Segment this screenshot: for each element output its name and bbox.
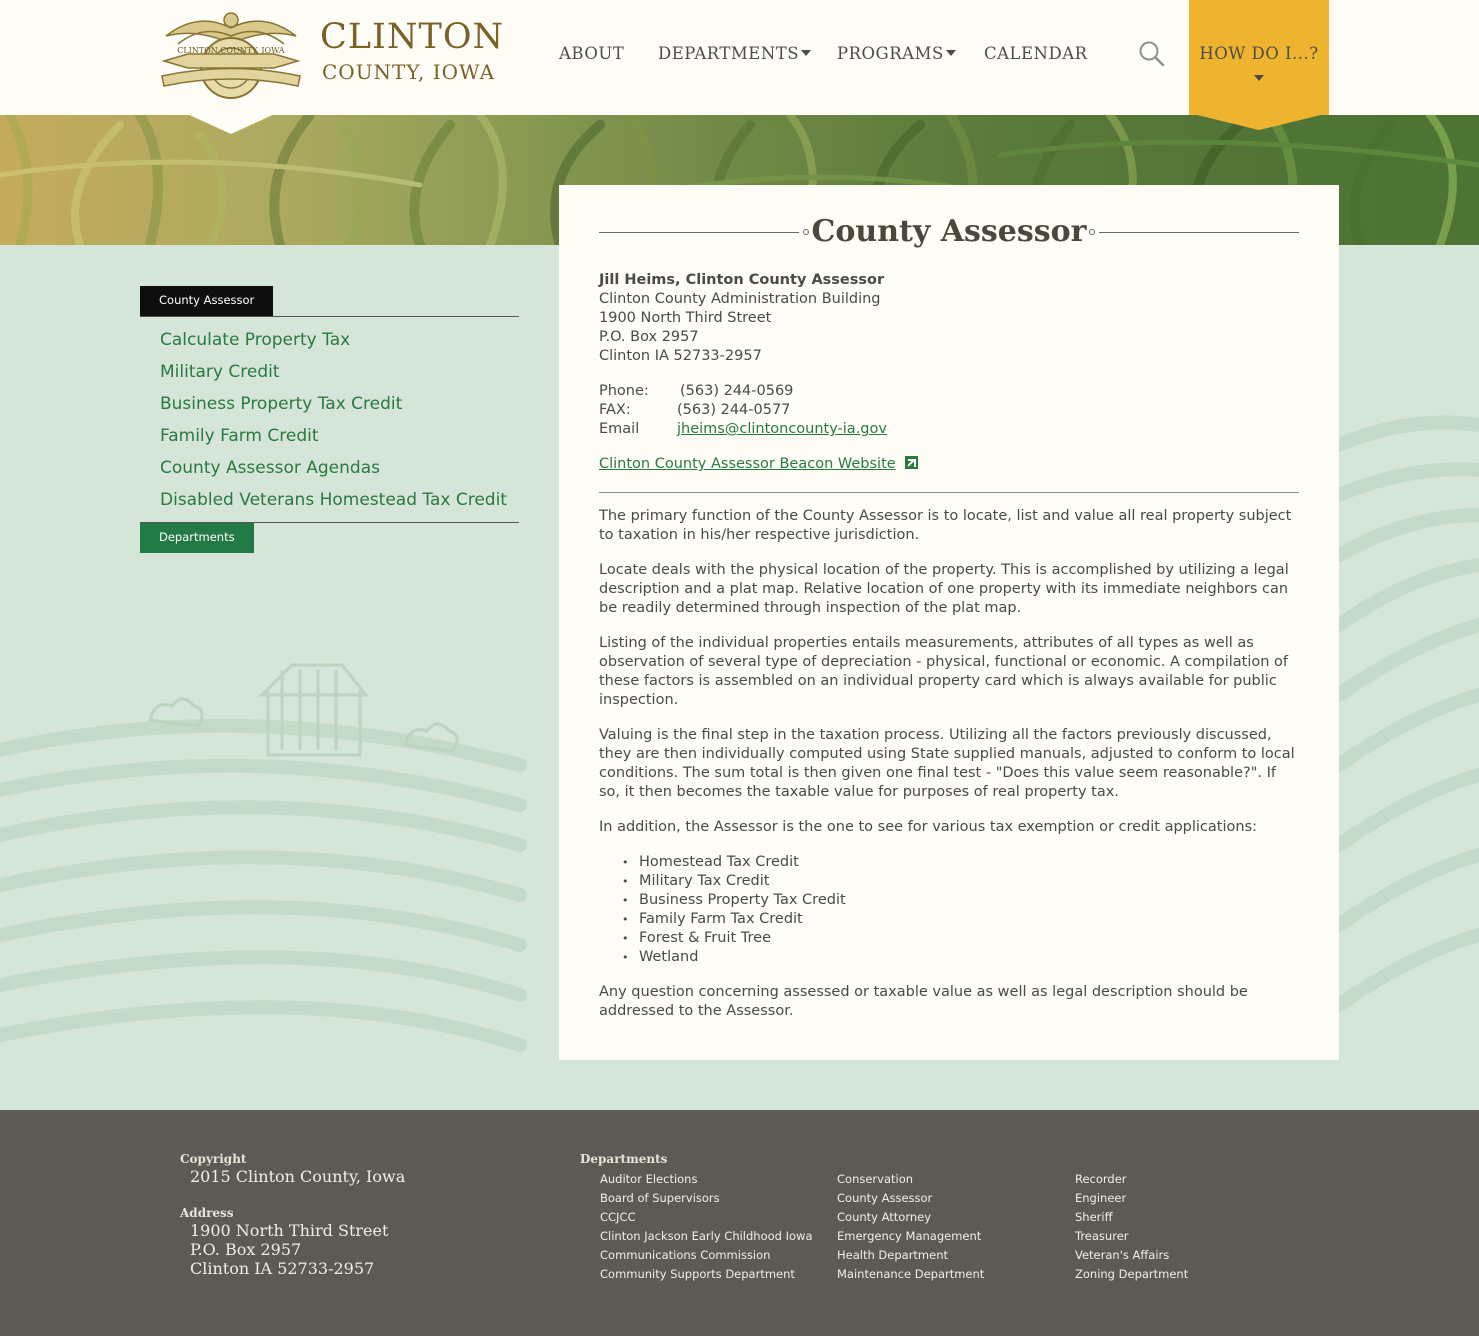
footer-dept-link[interactable]: Veteran's Affairs	[1075, 1248, 1170, 1262]
building-name: Clinton County Administration Building	[599, 291, 881, 307]
seal-text: CLINTON COUNTY, IOWA	[177, 46, 285, 55]
footer-address-line: Clinton IA 52733-2957	[190, 1259, 375, 1278]
footer-dept-column-1	[600, 1170, 813, 1284]
list-item: • Military Tax Credit	[619, 872, 1299, 891]
page-title: County Assessor	[811, 214, 1087, 249]
footer-copyright-label: Copyright	[180, 1152, 247, 1166]
nav-about-label: ABOUT	[559, 44, 625, 63]
sidebar-tab-county-assessor[interactable]: County Assessor	[140, 286, 273, 316]
sidebar-tab-departments[interactable]: Departments	[140, 523, 254, 553]
footer-departments-label: Departments	[580, 1152, 668, 1166]
list-item: • Business Property Tax Credit	[619, 891, 1299, 910]
logo-pointer	[185, 113, 277, 134]
po-box: P.O. Box 2957	[599, 329, 699, 345]
city-zip: Clinton IA 52733-2957	[599, 348, 762, 364]
beacon-link-row	[599, 455, 918, 474]
sidebar-link-county-assessor-agendas[interactable]: County Assessor Agendas	[160, 458, 380, 478]
footer-dept-column-2	[837, 1170, 984, 1284]
fax-label: FAX:	[599, 402, 631, 418]
nav-calendar-label: CALENDAR	[984, 44, 1088, 63]
caret-down-icon	[801, 50, 811, 56]
how-do-i-button[interactable]	[1189, 0, 1329, 115]
locate-term: Locate	[599, 562, 648, 578]
nav-departments-label: DEPARTMENTS	[658, 44, 800, 63]
footer-dept-link[interactable]: Engineer	[1075, 1191, 1127, 1205]
assessor-description	[599, 507, 1299, 1037]
nav-programs-label: PROGRAMS	[837, 44, 944, 63]
phone-value: (563) 244-0569	[680, 383, 794, 399]
sidebar-link-business-property-tax-credit[interactable]: Business Property Tax Credit	[160, 394, 403, 414]
fax-row	[599, 401, 918, 420]
footer-dept-link[interactable]: Zoning Department	[1075, 1267, 1189, 1281]
footer-address-line: 1900 North Third Street	[190, 1221, 389, 1240]
email-label: Email	[599, 421, 640, 437]
site-footer	[0, 1110, 1479, 1336]
title-rule-right	[1099, 232, 1299, 233]
list-item: • Family Farm Tax Credit	[619, 910, 1299, 929]
footer-dept-link[interactable]: Clinton Jackson Early Childhood Iowa	[600, 1229, 813, 1243]
seal-logo-icon[interactable]	[158, 6, 304, 106]
sidebar-link-disabled-veterans-homestead[interactable]: Disabled Veterans Homestead Tax Credit	[160, 490, 507, 510]
footer-dept-link[interactable]: Maintenance Department	[837, 1267, 985, 1281]
footer-dept-link[interactable]: Conservation	[837, 1172, 914, 1186]
content-divider	[599, 492, 1299, 493]
beacon-website-link[interactable]: Clinton County Assessor Beacon Website	[599, 456, 896, 472]
locate-paragraph	[599, 561, 1299, 618]
footer-dept-link[interactable]: Emergency Management	[837, 1229, 982, 1243]
valuing-term: Valuing	[599, 727, 653, 743]
brand-name[interactable]: CLINTON	[320, 17, 505, 57]
list-item: • Wetland	[619, 948, 1299, 967]
footer-dept-link[interactable]: Recorder	[1075, 1172, 1127, 1186]
footer-dept-column-3	[1075, 1170, 1188, 1284]
phone-label: Phone:	[599, 383, 649, 399]
footer-dept-link[interactable]: Treasurer	[1075, 1229, 1129, 1243]
footer-dept-link[interactable]: County Attorney	[837, 1210, 932, 1224]
title-row	[599, 213, 1299, 253]
title-ornament-dot	[803, 229, 809, 235]
list-item: • Homestead Tax Credit	[619, 853, 1299, 872]
fax-value: (563) 244-0577	[677, 402, 791, 418]
footer-dept-link[interactable]: Board of Supervisors	[600, 1191, 720, 1205]
how-do-i-pointer	[1189, 113, 1329, 130]
footer-dept-link[interactable]: Communications Commission	[600, 1248, 771, 1262]
footer-dept-link[interactable]: Health Department	[837, 1248, 949, 1262]
nav-programs[interactable]	[837, 44, 956, 64]
nav-about[interactable]	[559, 44, 624, 64]
list-item: • Forest & Fruit Tree	[619, 929, 1299, 948]
contact-block	[599, 271, 918, 474]
listing-paragraph	[599, 634, 1299, 710]
footer-address-line: P.O. Box 2957	[190, 1240, 302, 1259]
caret-down-icon	[946, 50, 956, 56]
valuing-paragraph	[599, 726, 1299, 802]
email-link[interactable]: jheims@clintoncounty-ia.gov	[677, 421, 887, 437]
nav-calendar[interactable]	[984, 44, 1088, 64]
how-do-i-label: HOW DO I...?	[1199, 44, 1319, 63]
email-row	[599, 420, 918, 439]
locate-text: deals with the physical location of the property. This is accomplished by utilizing a legal description and a plat map. Relative location of one property with its immediate neighbors can be readily determined through inspection of the plat map.	[599, 562, 1289, 616]
sidebar-links	[140, 317, 519, 522]
external-link-icon[interactable]	[905, 456, 918, 469]
sidebar-link-calculate-property-tax[interactable]: Calculate Property Tax	[160, 330, 351, 350]
title-ornament-dot	[1089, 229, 1095, 235]
footer-dept-link[interactable]: County Assessor	[837, 1191, 933, 1205]
street-address: 1900 North Third Street	[599, 310, 772, 326]
phone-row	[599, 382, 918, 401]
valuing-text: is the final step in the taxation process. Utilizing all the factors previously discussed, they are then individually computed using State supplied manuals, adjusted to conform to local conditions. The sum total is then given one final test - "Does this value seem reasonable?". If so, it then becomes the taxable value for purposes of real property tax.	[599, 727, 1295, 800]
footer-dept-link[interactable]: Sheriff	[1075, 1210, 1113, 1224]
listing-term: Listing	[599, 635, 647, 651]
closing-paragraph: Any question concerning assessed or taxable value as well as legal description should be addressed to the Assessor.	[599, 984, 1248, 1019]
intro-paragraph: The primary function of the County Assessor is to locate, list and value all real property subject to taxation in his/her respective jurisdiction.	[599, 508, 1292, 543]
main-content-card	[559, 185, 1339, 1060]
footer-address-label: Address	[180, 1206, 234, 1220]
footer-dept-link[interactable]: Auditor Elections	[600, 1172, 698, 1186]
sidebar-link-family-farm-credit[interactable]: Family Farm Credit	[160, 426, 319, 446]
brand-subtitle[interactable]: COUNTY, IOWA	[322, 60, 496, 84]
nav-departments[interactable]	[658, 44, 811, 64]
footer-copyright-value: 2015 Clinton County, Iowa	[190, 1167, 406, 1186]
search-icon[interactable]	[1138, 40, 1166, 68]
sidebar-link-military-credit[interactable]: Military Credit	[160, 362, 280, 382]
listing-text: of the individual properties entails measurements, attributes of all types as well as observation of several type of depreciation - physical, functional or economic. A compilation of these factors is assembled on an individual property card which is always available for public inspection.	[599, 635, 1289, 708]
caret-down-icon	[1254, 75, 1264, 81]
footer-dept-link[interactable]: Community Supports Department	[600, 1267, 795, 1281]
footer-dept-link[interactable]: CCJCC	[600, 1210, 636, 1224]
addition-paragraph: In addition, the Assessor is the one to see for various tax exemption or credit applications:	[599, 819, 1258, 835]
sidebar	[140, 286, 519, 553]
credits-list	[619, 853, 1299, 967]
title-rule-left	[599, 232, 799, 233]
assessor-name: Jill Heims, Clinton County Assessor	[599, 272, 885, 288]
